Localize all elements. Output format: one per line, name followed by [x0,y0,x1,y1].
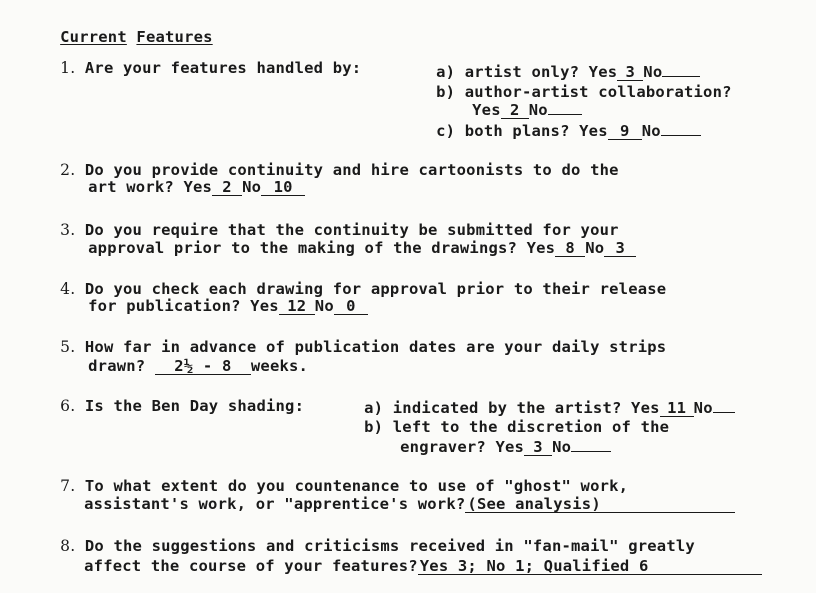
q5-answer: 2½ - 8 [155,358,251,375]
q1-b-yes-answer: 2 [501,102,529,119]
q3-text-1: Do you require that the continuity be submitted for your [84,221,619,239]
q6-line [22,379,304,433]
q2-yes-answer: 2 [212,179,242,196]
q1-number: 1. [60,59,76,77]
q1-a-no-label: No [643,63,663,81]
q3-no-answer: 3 [604,240,636,257]
q1-text: Are your features handled by: [84,59,362,77]
heading-word-1: Current [60,28,127,46]
q6-a-text: indicated by the artist? Yes [392,399,660,417]
q1-b-no-label: No [528,101,548,119]
q8-answer: Yes 3; No 1; Qualified 6 [418,558,762,575]
q1-c-label: c) [436,122,456,140]
q6-b-no-label: No [552,438,572,456]
q4-no-answer: 0 [334,298,368,315]
q3-number: 3. [60,221,76,239]
q1-c-yes-answer: 9 [608,123,642,140]
q2-number: 2. [60,161,76,179]
q7-text-2: assistant's work, or "apprentice's work? [84,495,466,513]
q2-no-label: No [242,178,262,196]
q7-number: 7. [60,477,76,495]
q1-c-no-label: No [641,122,661,140]
q6-b-text-2: engraver? Yes [400,438,525,456]
q2-text-1: Do you provide continuity and hire cartoonists to do the [84,161,619,179]
q6-text: Is the Ben Day shading: [84,397,305,415]
q8-text-1: Do the suggestions and criticisms received in "fan-mail" greatly [84,537,695,555]
q1-b-label: b) [436,83,456,101]
q3-yes-answer: 8 [555,240,585,257]
q4-no-label: No [314,297,334,315]
q1-b-text: author-artist collaboration? [464,83,732,101]
q1-a-yes-answer: 3 [617,64,643,81]
q6-b-text: left to the discretion of the [392,418,670,436]
q6-number: 6. [60,397,76,415]
q6-a-yes-answer: 11 [660,400,694,417]
q5-text-3: weeks. [250,357,309,375]
q6-a-no-label: No [693,399,713,417]
q8-line-2 [46,539,762,593]
q7-answer: (See analysis) [465,496,735,513]
q6-b-label: b) [364,418,384,436]
q5-text-2: drawn? [88,357,146,375]
q3-text-2: approval prior to the making of the drawings? Yes [88,239,556,257]
q1-c-no-answer [661,135,701,136]
q6-b-yes-answer: 3 [524,439,552,456]
q6-b-no-answer [571,451,611,452]
q8-text-2: affect the course of your features? [84,557,418,575]
q4-text-2: for publication? Yes [88,297,279,315]
q8-number: 8. [60,537,76,555]
q6-a-label: a) [364,399,384,417]
q2-no-answer: 10 [261,179,305,196]
heading-word-2: Features [136,28,213,46]
q1-a-label: a) [436,63,456,81]
q4-number: 4. [60,280,76,298]
q1-b-yes-label: Yes [472,101,501,119]
q6-a-no-answer [713,412,735,413]
q7-text-1: To what extent do you countenance to use of "ghost" work, [84,477,629,495]
q3-no-label: No [585,239,605,257]
q5-number: 5. [60,338,76,356]
q4-text-1: Do you check each drawing for approval prior to their release [84,280,667,298]
q4-yes-answer: 12 [279,298,315,315]
q1-line [22,41,361,95]
q1-c-text: both plans? Yes [464,122,608,140]
q1-a-text: artist only? Yes [464,63,618,81]
q5-text-1: How far in advance of publication dates are your daily strips [84,338,667,356]
q2-text-2: art work? Yes [88,178,213,196]
